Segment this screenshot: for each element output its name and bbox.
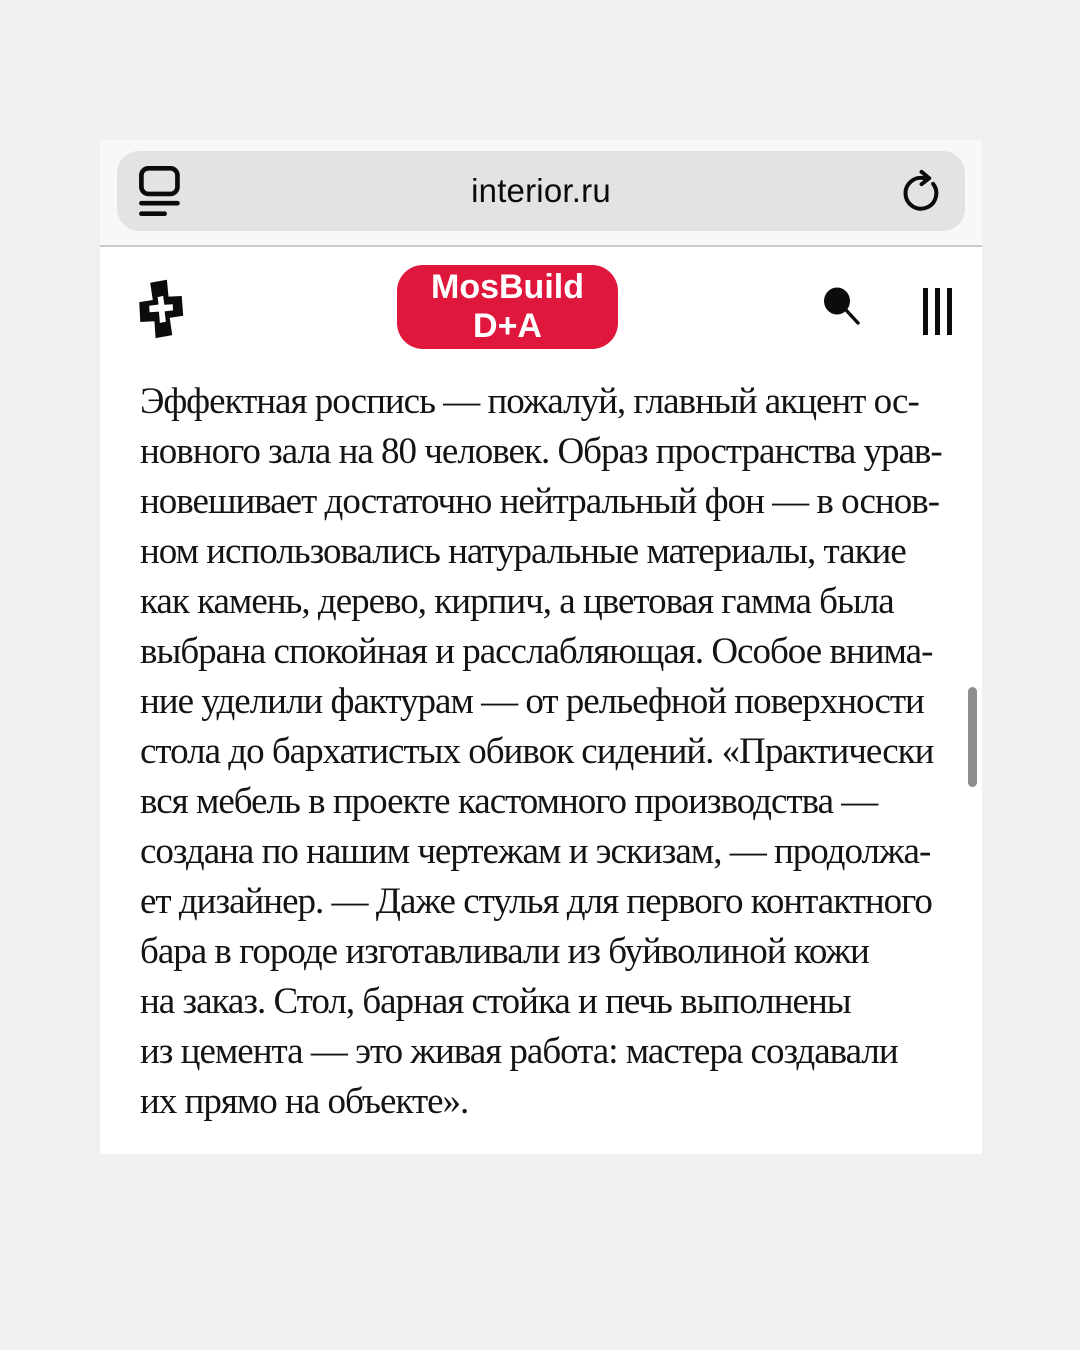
article-line: их прямо на объекте».: [140, 1081, 469, 1122]
mosbuild-badge-button[interactable]: MosBuild D+A: [397, 265, 618, 349]
article-line: новешивает достаточно нейтральный фон — в основ-: [140, 481, 940, 522]
article-line: бара в городе изготавливали из буйволиной кожи: [140, 931, 869, 972]
article-line: Эффектная роспись — пожалуй, главный акцент ос-: [140, 381, 919, 422]
webpage: [100, 247, 982, 1154]
article-line: как камень, дерево, кирпич, а цветовая гамма была: [140, 581, 894, 622]
site-header: [100, 247, 982, 367]
scrollbar-thumb[interactable]: [968, 687, 977, 787]
article-line: выбрана спокойная и расслабляющая. Особое внима-: [140, 631, 933, 672]
browser-toolbar: [100, 140, 982, 247]
article-line: на заказ. Стол, барная стойка и печь выполнены: [140, 981, 851, 1022]
article-line: ет дизайнер. — Даже стулья для первого контактного: [140, 881, 932, 922]
search-icon[interactable]: [823, 287, 867, 331]
url-bar[interactable]: [117, 151, 965, 231]
article-line: ном использовались натуральные материалы, такие: [140, 531, 906, 572]
article-text: [140, 377, 952, 1127]
reload-icon[interactable]: [899, 169, 943, 213]
article-line: из цемента — это живая работа: мастера создавали: [140, 1031, 898, 1072]
article-line: новного зала на 80 человек. Образ пространства урав-: [140, 431, 942, 472]
article-line: ние уделили фактурам — от рельефной поверхности: [140, 681, 924, 722]
interior-plus-logo-icon[interactable]: [136, 276, 186, 347]
article-line: стола до бархатистых обивок сидений. «Практически: [140, 731, 934, 772]
menu-icon[interactable]: [923, 288, 952, 335]
url-text: interior.ru: [471, 172, 611, 209]
browser-window: [100, 140, 982, 1156]
article-line: создана по нашим чертежам и эскизам, — продолжа-: [140, 831, 931, 872]
article-line: вся мебель в проекте кастомного производства —: [140, 781, 878, 822]
tabs-icon[interactable]: [139, 166, 181, 216]
